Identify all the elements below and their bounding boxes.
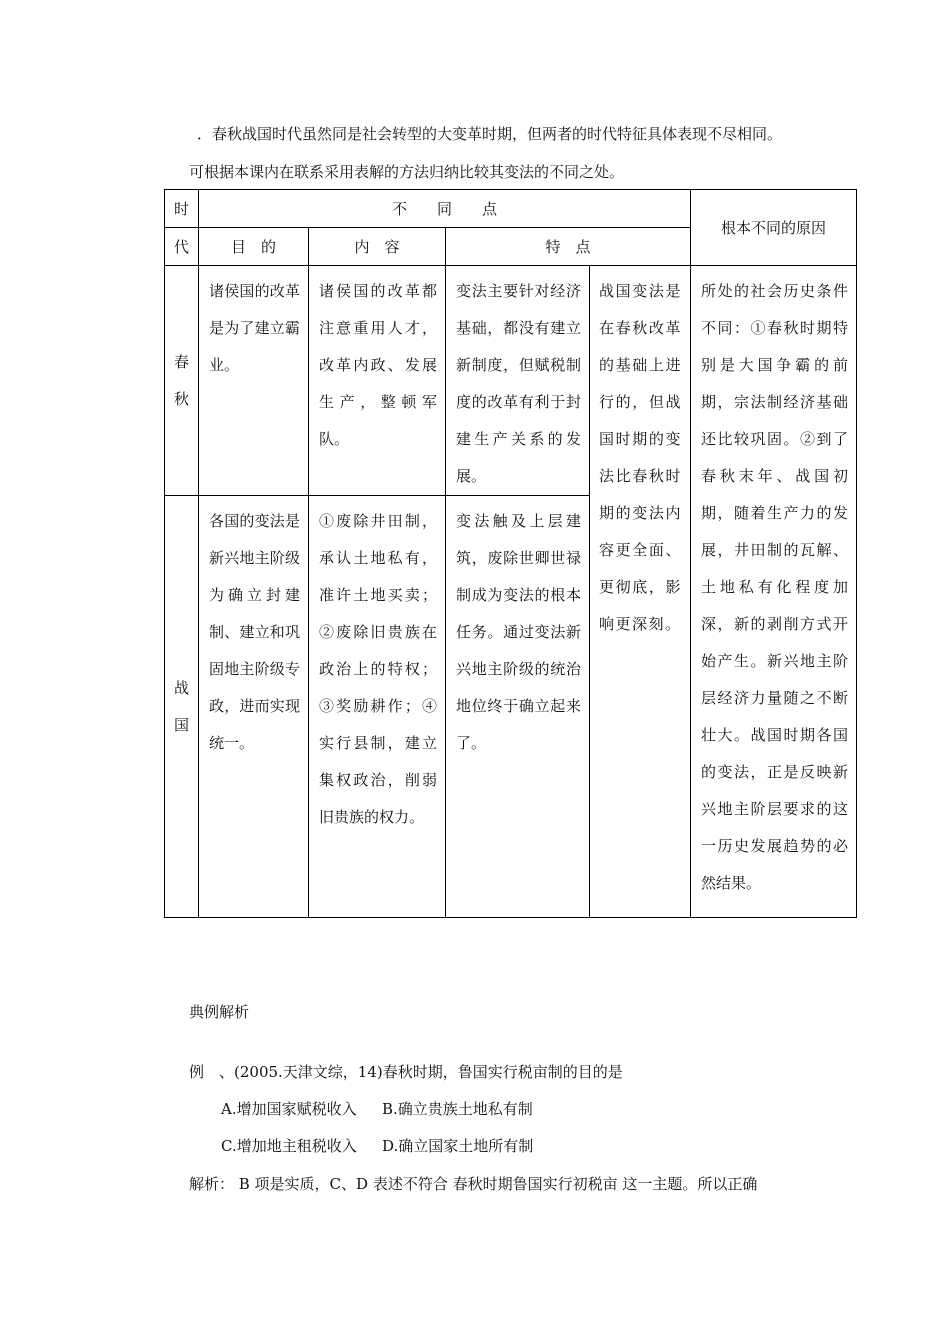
era-chunqiu-bottom: 秋 xyxy=(173,389,189,408)
era-zhanguo-top: 战 xyxy=(173,678,189,697)
intro-line-1: ．春秋战国时代虽然同是社会转型的大变革时期，但两者的时代特征具体表现不尽相同。 xyxy=(197,125,783,143)
comparison-table xyxy=(164,189,857,918)
differences-header: 不 同 点 xyxy=(199,190,691,228)
purpose-chunqiu: 诸侯国的改革是为了建立霸业。 xyxy=(199,266,309,496)
reason-header: 根本不同的原因 xyxy=(691,190,857,266)
purpose-zhanguo: 各国的变法是新兴地主阶级为确立封建制、建立和巩固地主阶级专政，进而实现统一。 xyxy=(199,496,309,918)
feature-header: 特 点 xyxy=(446,228,691,266)
era-chunqiu xyxy=(165,266,199,496)
content-chunqiu: 诸侯国的改革都注意重用人才，改革内政、发展生产，整顿军队。 xyxy=(309,266,446,496)
content-header: 内 容 xyxy=(309,228,446,266)
example-question: 例 、(2005.天津文综，14)春秋时期，鲁国实行税亩制的目的是 xyxy=(189,1063,623,1081)
option-d: D.确立国家土地所有制 xyxy=(382,1137,534,1155)
content-zhanguo: ①废除井田制，承认土地私有，准许土地买卖；②废除旧贵族在政治上的特权；③奖励耕作；④实行县制，建立集权政治，削弱旧贵族的权力。 xyxy=(309,496,446,918)
option-a: A.增加国家赋税收入 xyxy=(221,1100,357,1118)
option-b: B.确立贵族土地私有制 xyxy=(382,1100,533,1118)
option-c: C.增加地主租税收入 xyxy=(221,1137,357,1155)
era-header-bottom: 代 xyxy=(165,228,199,266)
reason-cell: 所处的社会历史条件不同：①春秋时期特别是大国争霸的前期，宗法制经济基础还比较巩固。②到了春秋末年、战国初期，随着生产力的发展，井田制的瓦解、土地私有化程度加深，新的剥削方式开始产生。新兴地主阶层经济力量随之不断壮大。战国时期各国的变法，正是反映新兴地主阶层要求的这一历史发展趋势的必然结果。 xyxy=(691,266,857,918)
analysis-text: 解析： B 项是实质，C、D 表述不符合 春秋时期鲁国实行初税亩 这一主题。所以正确 xyxy=(189,1175,758,1193)
feature-chunqiu: 变法主要针对经济基础，都没有建立新制度，但赋税制度的改革有利于封建生产关系的发展。 xyxy=(446,266,590,496)
purpose-header: 目 的 xyxy=(199,228,309,266)
section-title: 典例解析 xyxy=(189,1003,250,1021)
comparison-cell: 战国变法是在春秋改革的基础上进行的，但战国时期的变法比春秋时期的变法内容更全面、更彻底，影响更深刻。 xyxy=(590,266,691,918)
table-row-chunqiu xyxy=(165,266,857,496)
era-zhanguo xyxy=(165,496,199,918)
intro-line-2: 可根据本课内在联系采用表解的方法归纳比较其变法的不同之处。 xyxy=(189,163,625,181)
era-chunqiu-top: 春 xyxy=(173,352,189,371)
feature-zhanguo: 变法触及上层建筑，废除世卿世禄制成为变法的根本任务。通过变法新兴地主阶级的统治地位终于确立起来了。 xyxy=(446,496,590,918)
era-zhanguo-bottom: 国 xyxy=(173,715,189,734)
era-header-top: 时 xyxy=(165,190,199,228)
